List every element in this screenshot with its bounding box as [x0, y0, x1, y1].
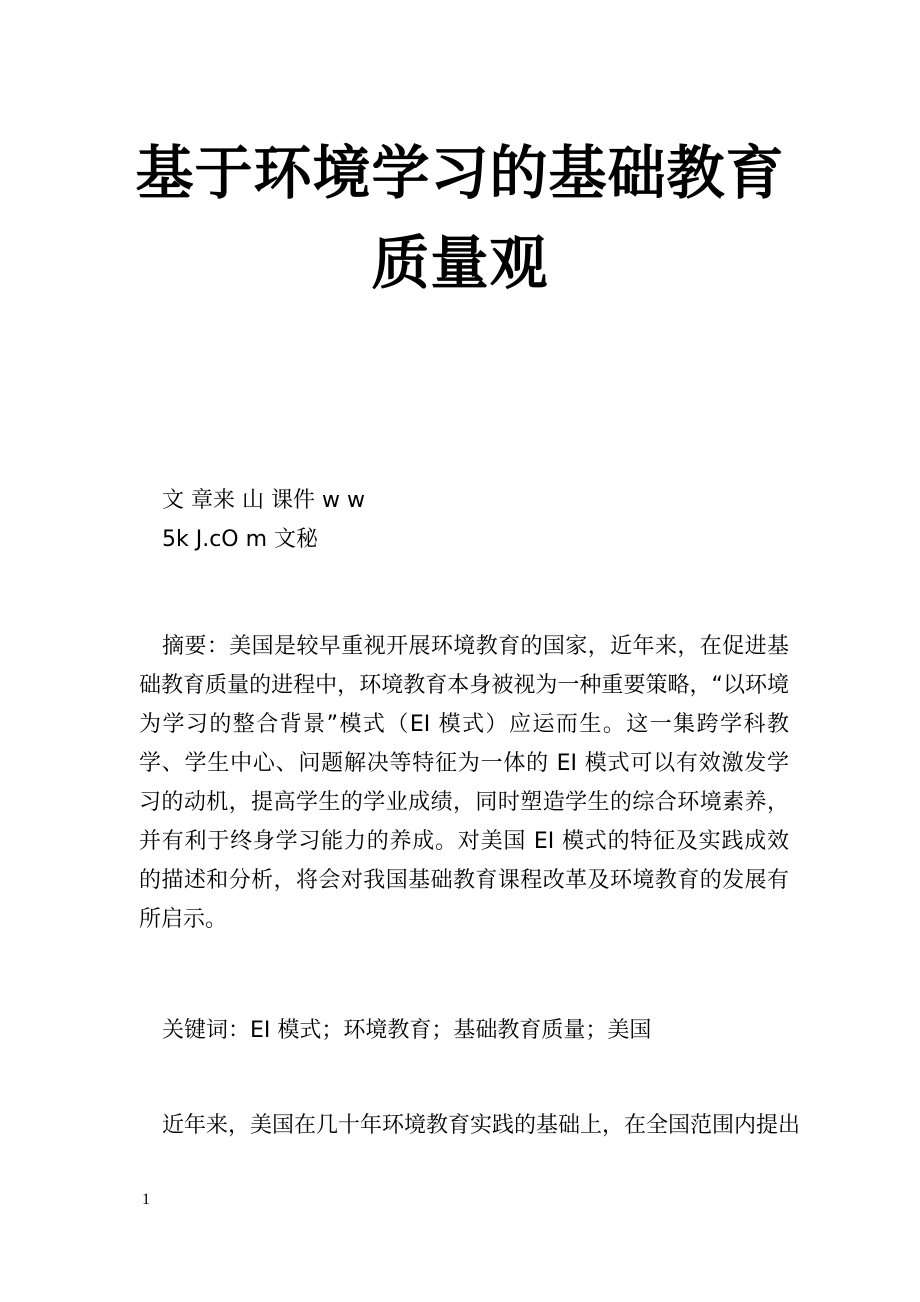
source-line-2: 5k J.cO m 文秘 [162, 527, 319, 552]
source-note [139, 481, 789, 559]
source-line-1: 文 章来 山 课件 w w [162, 488, 365, 513]
title-line-2: 质量观 [371, 229, 549, 297]
title-line-1: 基于环境学习的基础教育 [135, 139, 785, 207]
intro-paragraph: 近年来，美国在几十年环境教育实践的基础上，在全国范围内提出 [162, 1113, 801, 1138]
keywords-paragraph: 关键词：EI 模式；环境教育；基础教育质量；美国 [162, 1018, 652, 1043]
abstract-paragraph: 摘要：美国是较早重视开展环境教育的国家，近年来，在促进基础教育质量的进程中，环境教育本身被视为一种重要策略，“以环境为学习的整合背景”模式（EI 模式）应运而生。这一集跨学科教学、学生中心、问题解决等特征为一体的 EI 模式可以有效激发学习的动机，提高学生的学业成绩，同时塑造学生的综合环境素养，并有利于终身学习能力的养成。对美国 EI 模式的特征及实践成效的描述和分析，将会对我国基础教育课程改革及环境教育的发展有所启示。 [139, 634, 789, 932]
page-number: 1 [142, 1191, 150, 1208]
document-title [0, 128, 920, 308]
